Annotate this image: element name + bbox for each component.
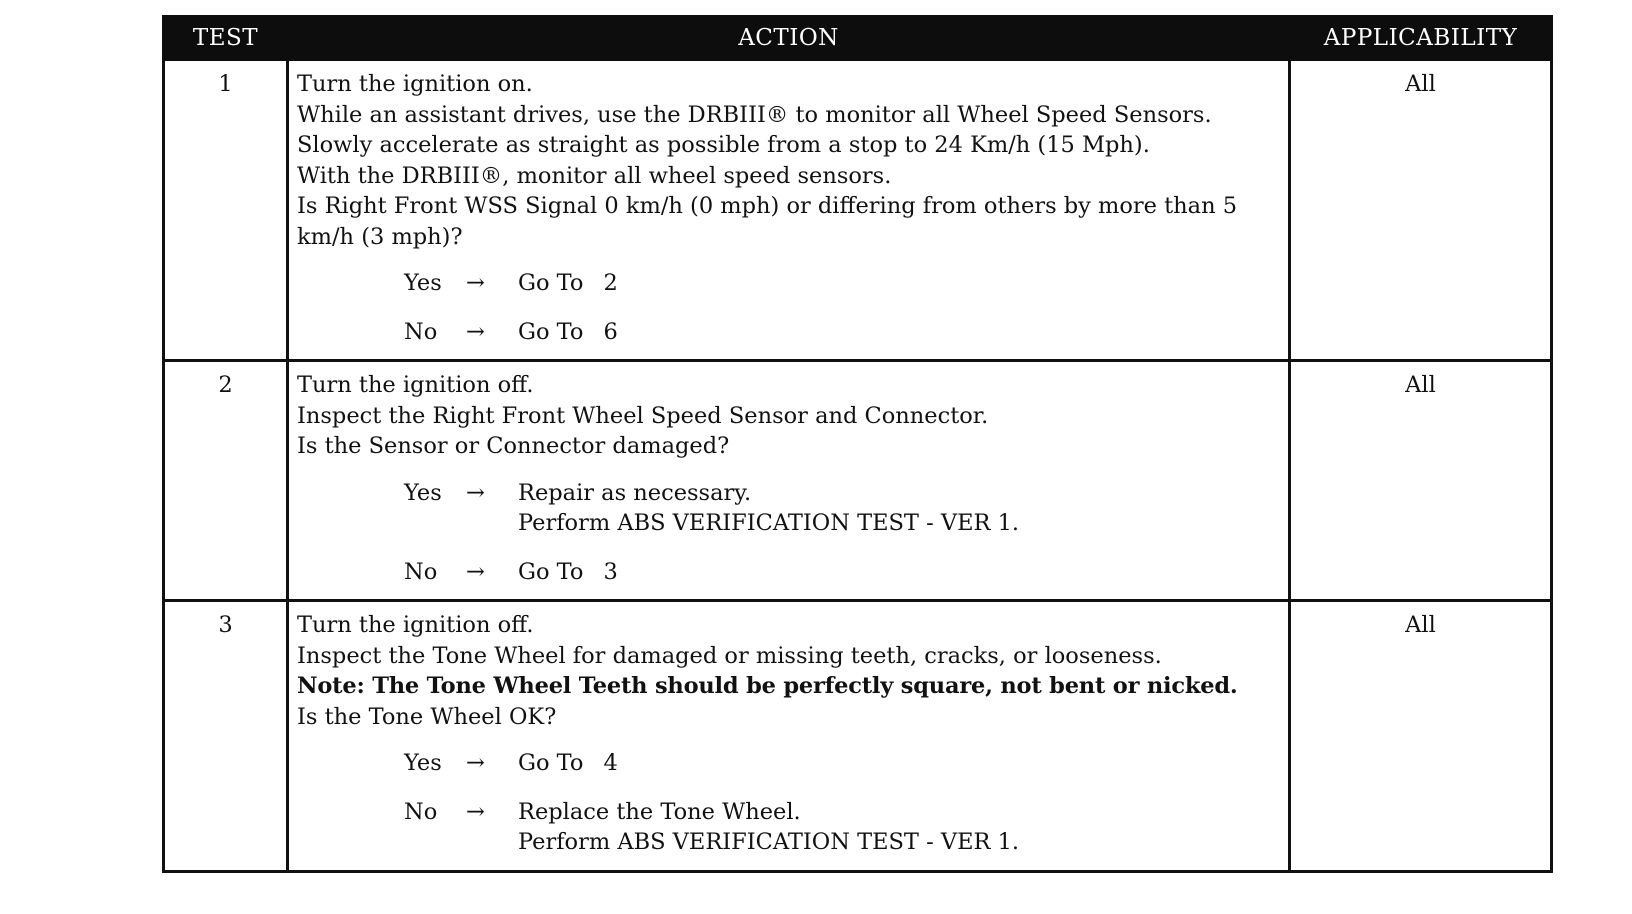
applicability-value: All (1290, 60, 1552, 361)
answer-label: Yes (404, 750, 442, 776)
arrow-icon: → (466, 479, 485, 506)
action-line: Slowly accelerate as straight as possible from a stop to 24 Km/h (15 Mph). (297, 132, 1150, 158)
test-number: 2 (164, 361, 288, 601)
action-line: Inspect the Tone Wheel for damaged or missing teeth, cracks, or looseness. (297, 642, 1162, 669)
arrow-icon: → (466, 750, 485, 776)
answer-result (518, 478, 1282, 539)
answer-list (297, 748, 1282, 858)
answer-no (297, 557, 1282, 588)
answer-yes (297, 268, 1282, 299)
answer-label: No (404, 798, 438, 825)
goto-text: Go To (518, 318, 584, 345)
answer-label: Yes (404, 270, 442, 296)
answer-yes (297, 748, 1282, 779)
action-cell (288, 60, 1290, 361)
arrow-icon: → (466, 270, 485, 296)
goto-text: Go To (518, 270, 584, 296)
action-line: Turn the ignition off. (297, 372, 534, 398)
answer-result (518, 268, 1282, 299)
header-action: ACTION (288, 17, 1290, 60)
header-applicability: APPLICABILITY (1290, 17, 1552, 60)
action-cell (288, 601, 1290, 872)
answer-result (518, 317, 1282, 348)
action-cell (288, 361, 1290, 601)
test-number: 3 (164, 601, 288, 872)
test-number: 1 (164, 60, 288, 361)
answer-label: No (404, 558, 438, 585)
goto-target: 2 (603, 270, 618, 296)
action-question: Is the Sensor or Connector damaged? (297, 433, 730, 459)
answer-yes (297, 478, 1282, 539)
arrow-icon: → (466, 318, 485, 345)
applicability-value: All (1290, 361, 1552, 601)
answer-result (518, 797, 1282, 858)
arrow-icon: → (466, 558, 485, 585)
goto-text: Go To (518, 750, 584, 776)
table-body (164, 60, 1552, 872)
test-row-2 (164, 361, 1552, 601)
goto-target: 4 (603, 750, 618, 776)
action-line: Turn the ignition off. (297, 612, 534, 638)
answer-list (297, 268, 1282, 347)
header-test: TEST (164, 17, 288, 60)
header-row (164, 17, 1552, 60)
result-line: Repair as necessary. (518, 479, 752, 506)
action-line: Turn the ignition on. (297, 71, 533, 97)
goto-target: 3 (603, 558, 618, 585)
action-note: Note: The Tone Wheel Teeth should be perfectly square, not bent or nicked. (297, 673, 1238, 699)
result-line: Perform ABS VERIFICATION TEST - VER 1. (518, 829, 1020, 855)
result-line: Replace the Tone Wheel. (518, 798, 801, 825)
action-line: While an assistant drives, use the DRBIII® to monitor all Wheel Speed Sensors. (297, 101, 1212, 128)
test-row-1 (164, 60, 1552, 361)
answer-list (297, 478, 1282, 588)
answer-label: Yes (404, 479, 442, 506)
table-header (164, 17, 1552, 60)
answer-result (518, 748, 1282, 779)
diagnostic-test-table (162, 15, 1553, 873)
action-question: Is the Tone Wheel OK? (297, 703, 557, 730)
goto-text: Go To (518, 558, 584, 585)
answer-label: No (404, 318, 438, 345)
test-row-3 (164, 601, 1552, 872)
action-line: Inspect the Right Front Wheel Speed Sensor and Connector. (297, 402, 989, 429)
result-line: Perform ABS VERIFICATION TEST - VER 1. (518, 510, 1020, 536)
action-line: With the DRBIII®, monitor all wheel speed sensors. (297, 162, 892, 189)
answer-no (297, 797, 1282, 858)
arrow-icon: → (466, 798, 485, 825)
answer-no (297, 317, 1282, 348)
applicability-value: All (1290, 601, 1552, 872)
answer-result (518, 557, 1282, 588)
diagnostic-test-sheet (162, 15, 1550, 873)
goto-target: 6 (603, 318, 618, 345)
action-question: Is Right Front WSS Signal 0 km/h (0 mph) or differing from others by more than 5 km/h (3 mph)? (297, 193, 1238, 250)
